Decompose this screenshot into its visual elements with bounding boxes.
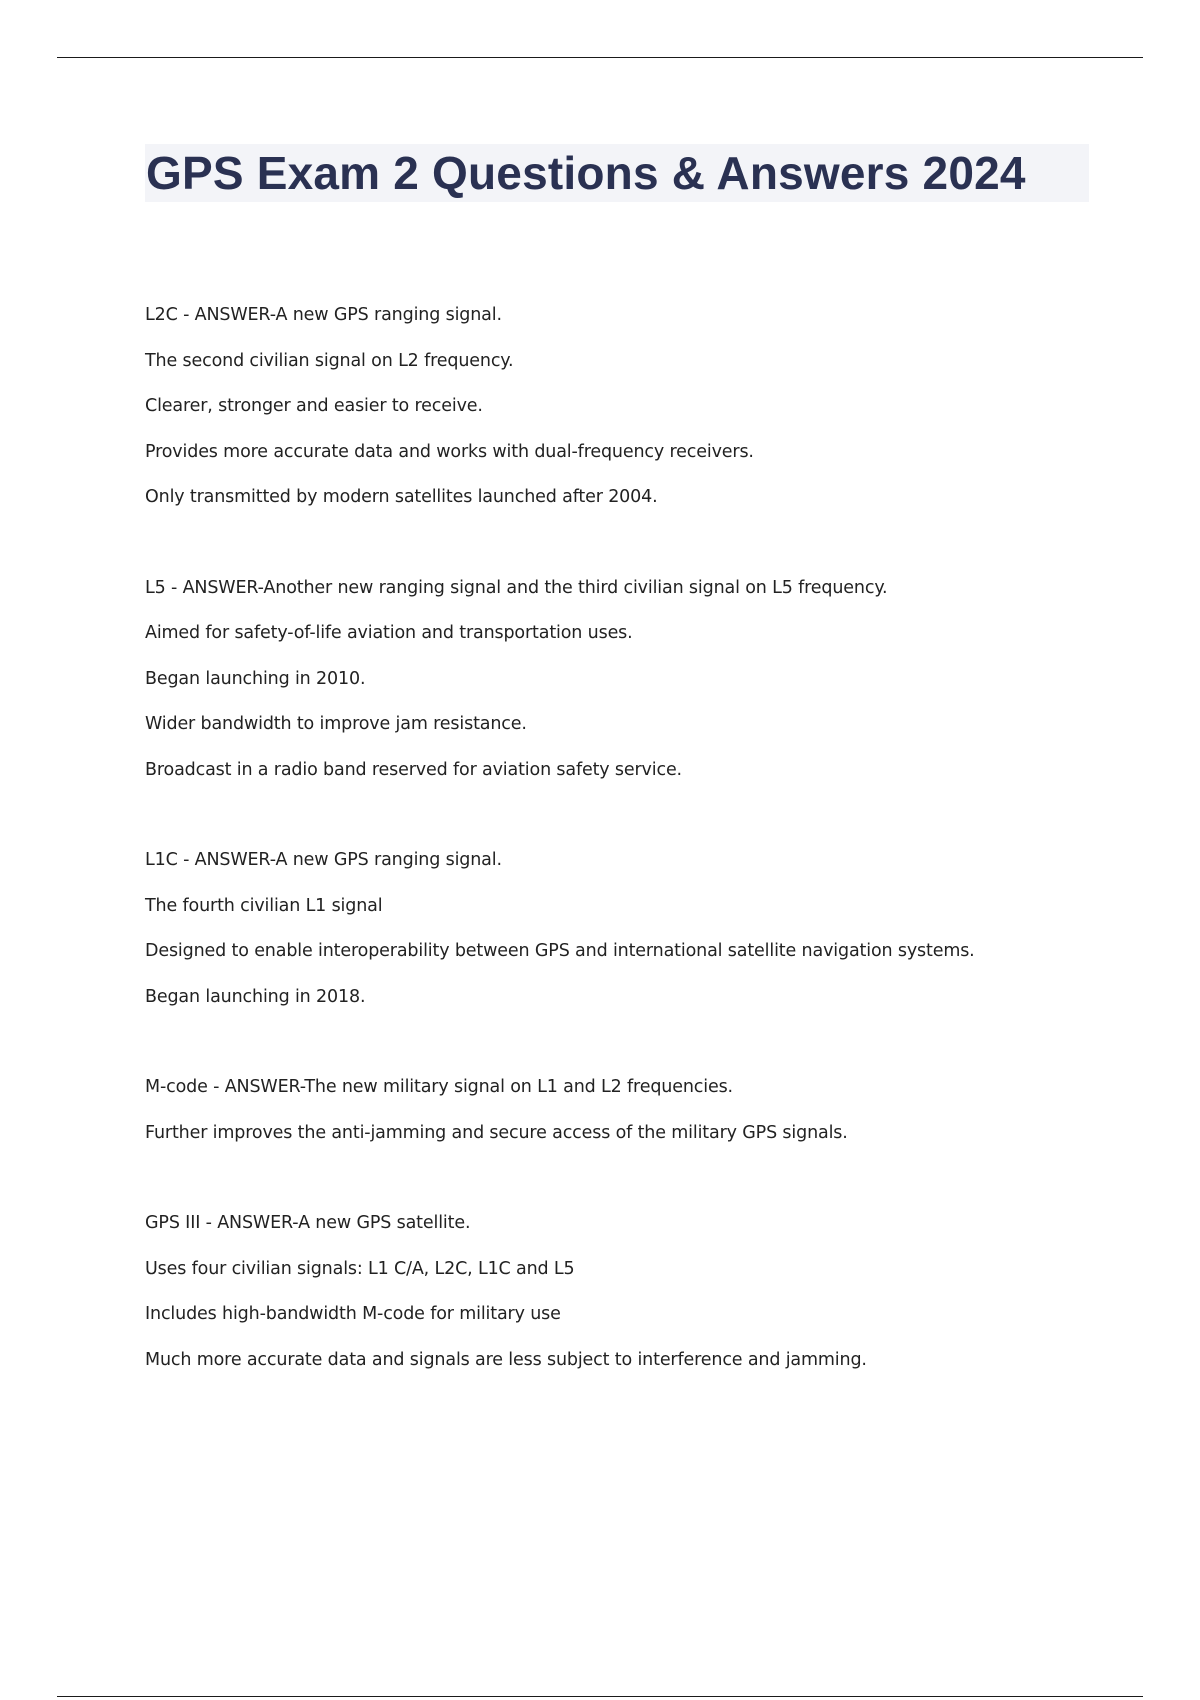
entry-line: L2C - ANSWER-A new GPS ranging signal. <box>145 305 502 325</box>
entry-l1c <box>145 838 1105 1020</box>
entry-line: Includes high-bandwidth M-code for military use <box>145 1304 561 1324</box>
entry-gps-iii <box>145 1201 1105 1383</box>
entry-line: Clearer, stronger and easier to receive. <box>145 396 483 416</box>
entry-line: Further improves the anti-jamming and secure access of the military GPS signals. <box>145 1122 848 1143</box>
document-body <box>145 293 1105 1428</box>
footer-rule <box>57 1696 1143 1697</box>
entry-l2c <box>145 293 1105 521</box>
header-rule <box>57 57 1143 58</box>
entry-line: The second civilian signal on L2 frequency. <box>145 350 514 371</box>
entry-line: L5 - ANSWER-Another new ranging signal and the third civilian signal on L5 frequency. <box>145 577 888 598</box>
entry-line: Began launching in 2010. <box>145 668 366 689</box>
entry-l5 <box>145 566 1105 794</box>
entry-line: Provides more accurate data and works with dual-frequency receivers. <box>145 441 754 462</box>
entry-line: Uses four civilian signals: L1 C/A, L2C, L1C and L5 <box>145 1258 575 1279</box>
entry-line: Only transmitted by modern satellites launched after 2004. <box>145 487 658 507</box>
entry-line: Broadcast in a radio band reserved for aviation safety service. <box>145 759 682 780</box>
entry-line: Designed to enable interoperability between GPS and international satellite navigation systems. <box>145 941 975 961</box>
entry-line: Wider bandwidth to improve jam resistance. <box>145 714 527 734</box>
entry-m-code <box>145 1065 1105 1156</box>
entry-line: L1C - ANSWER-A new GPS ranging signal. <box>145 850 502 870</box>
document-title: GPS Exam 2 Questions & Answers 2024 <box>146 147 1026 199</box>
entry-line: Much more accurate data and signals are less subject to interference and jamming. <box>145 1349 867 1370</box>
entry-line: Began launching in 2018. <box>145 986 366 1007</box>
entry-line: M-code - ANSWER-The new military signal on L1 and L2 frequencies. <box>145 1077 733 1097</box>
entry-line: GPS III - ANSWER-A new GPS satellite. <box>145 1213 471 1233</box>
entry-line: Aimed for safety-of-life aviation and transportation uses. <box>145 623 633 643</box>
entry-line: The fourth civilian L1 signal <box>145 895 383 916</box>
